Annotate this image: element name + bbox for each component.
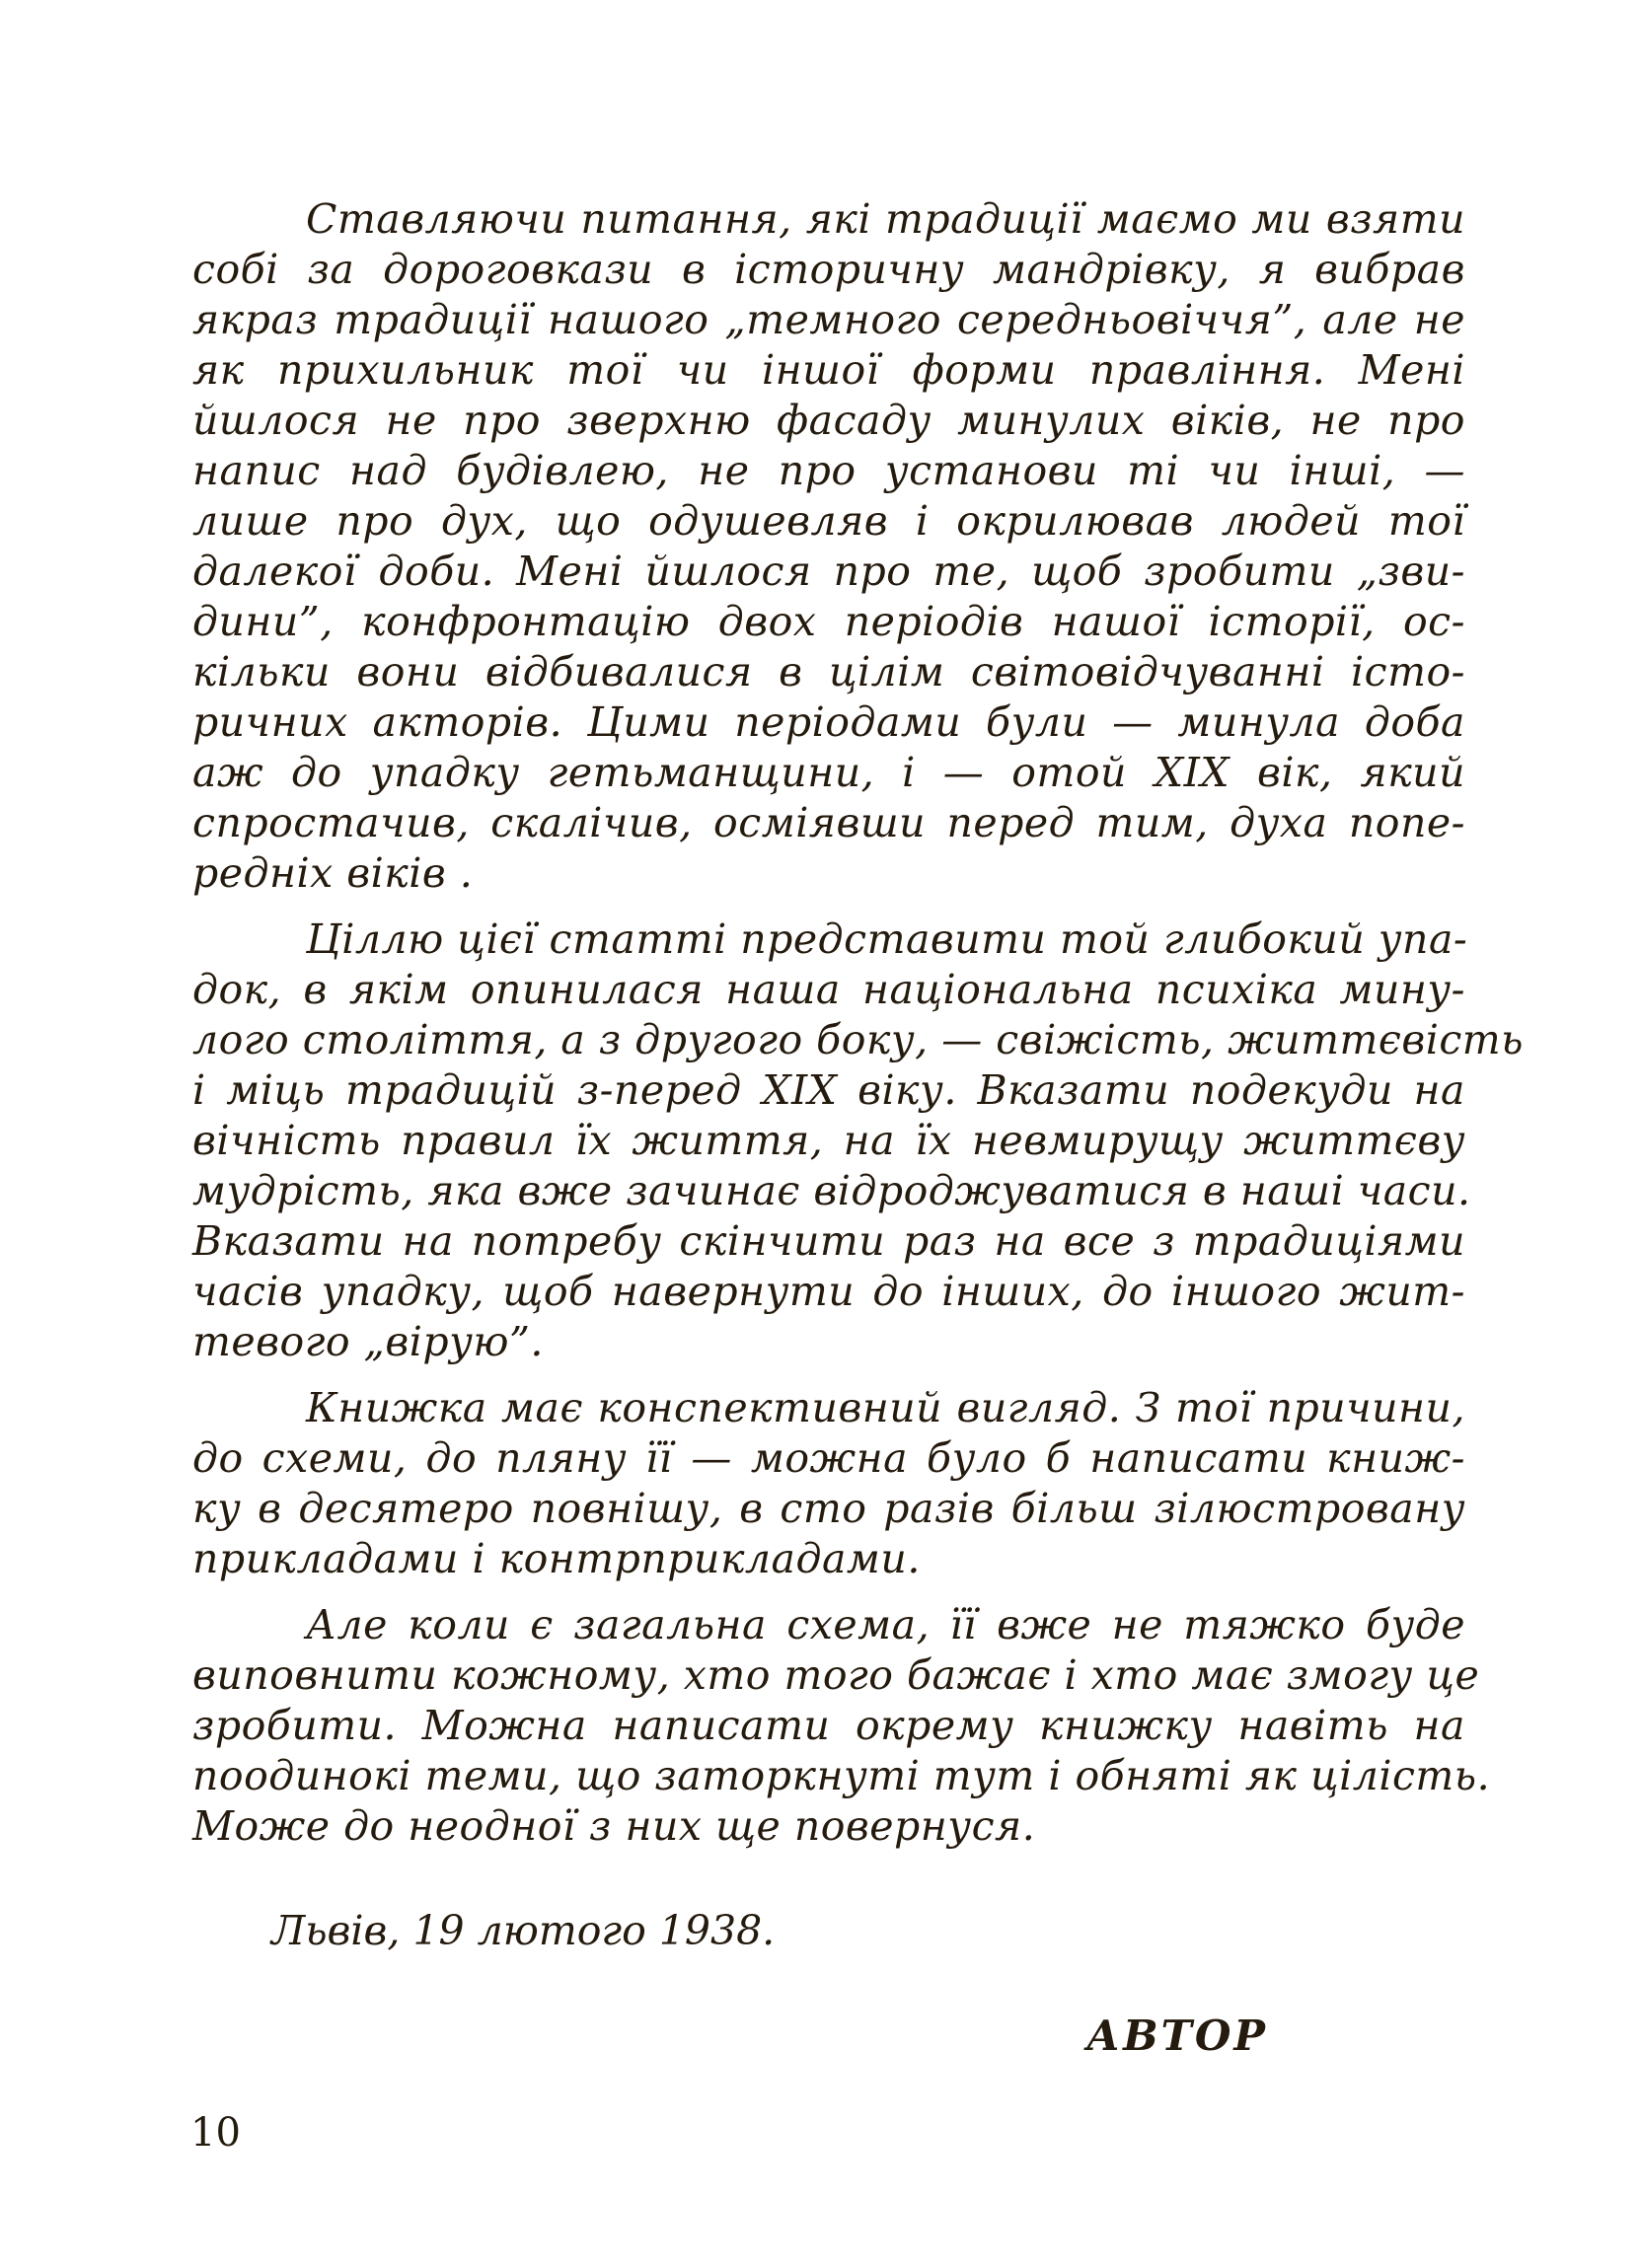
text-line: вічність правил їх життя, на їх невмирущу життєву (192, 1117, 1465, 1164)
text-line: Ставляючи питання, які традиції маємо ми взяти (306, 195, 1465, 243)
text-line: далекої доби. Мені йшлося про те, щоб зробити „зви- (192, 548, 1465, 595)
author-signature: АВТОР (1085, 2012, 1268, 2060)
text-line: аж до упадку гетьманщини, і — отой XIX вік, який (192, 749, 1465, 796)
text-line: Але коли є загальна схема, її вже не тяжко буде (306, 1601, 1465, 1648)
text-line: ку в десятеро повнішу, в сто разів більш зілюстровану (192, 1485, 1465, 1532)
text-line: прикладами і контрприкладами. (192, 1535, 921, 1582)
paragraph (192, 1383, 1465, 1584)
text-line: лише про дух, що одушевляв і окрилював людей тої (192, 497, 1465, 545)
text-line: Ціллю цієї статті представити той глибокий упа- (306, 915, 1468, 963)
text-line: до схеми, до пляну її — можна було б написати книж- (192, 1434, 1465, 1482)
text-line: собі за дороговкази в історичну мандрівку, я вибрав (192, 246, 1465, 293)
text-line: ричних акторів. Цими періодами були — минула доба (192, 698, 1465, 746)
text-line: Книжка має конспективний вигляд. З тої причини, (306, 1384, 1465, 1431)
text-line: спростачив, скалічив, осміявши перед тим, духа попе- (192, 799, 1465, 846)
text-line: док, в якім опинилася наша національна психіка мину- (192, 966, 1465, 1013)
text-line: виповнити кожному, хто того бажає і хто має змогу це (192, 1651, 1480, 1699)
text-line: йшлося не про зверхню фасаду минулих віків, не про (192, 397, 1465, 444)
text-line: часів упадку, щоб навернути до інших, до іншого жит- (192, 1268, 1465, 1315)
text-line: редніх віків . (192, 849, 474, 897)
text-line: тевого „вірую”. (192, 1318, 544, 1365)
text-line: як прихильник тої чи іншої форми правління. Мені (192, 346, 1465, 394)
text-line: кільки вони відбивалися в цілім світовідчуванні істо- (192, 648, 1465, 695)
body-text (192, 194, 1524, 2061)
paragraphs-container (192, 194, 1524, 1852)
text-line: якраз традиції нашого „темного середньовіччя”, але не (192, 296, 1465, 343)
paragraph (192, 1600, 1491, 1852)
text-line: Вказати на потребу скінчити раз на все з традиціями (192, 1217, 1465, 1265)
text-line: мудрість, яка вже зачинає відроджуватися в наші часи. (192, 1167, 1471, 1214)
dateline: Львів, 19 лютого 1938. (271, 1907, 776, 1954)
paragraph (192, 194, 1465, 899)
text-line: напис над будівлею, не про установи ті чи інші, — (192, 447, 1465, 494)
paragraph (192, 915, 1524, 1367)
text-line: лого століття, а з другого боку, — свіжість, життєвість (192, 1016, 1524, 1063)
text-line: дини”, конфронтацію двох періодів нашої історії, ос- (192, 598, 1465, 645)
text-line: і міць традицій з-перед XIX віку. Вказати подекуди на (192, 1066, 1465, 1114)
text-line: Може до неодної з них ще повернуся. (192, 1802, 1036, 1850)
page-number: 10 (190, 2110, 241, 2156)
text-line: зробити. Можна написати окрему книжку навіть на (192, 1702, 1465, 1749)
text-line: поодинокі теми, що заторкнуті тут і обняті як цілість. (192, 1752, 1491, 1799)
